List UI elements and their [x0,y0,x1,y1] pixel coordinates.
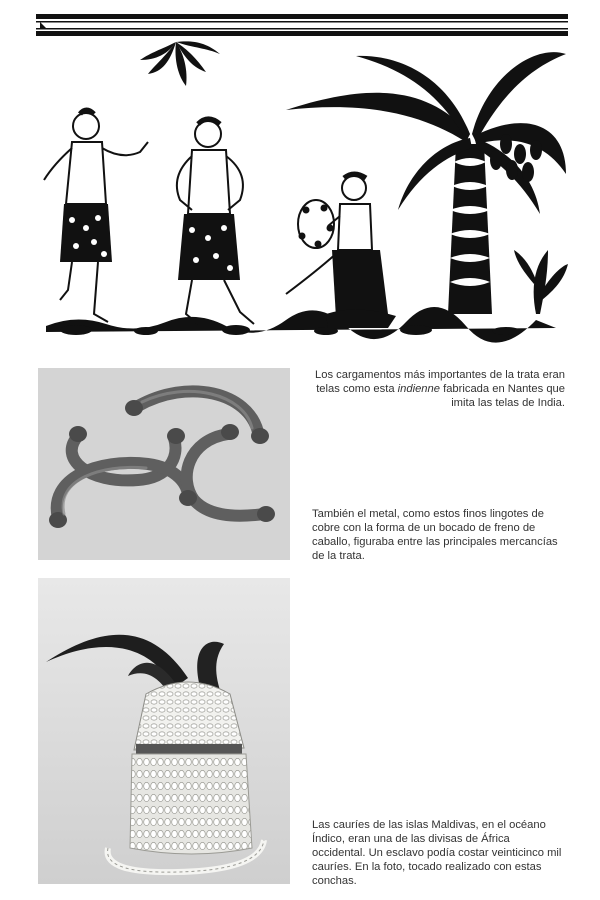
caption-textile-after: fabricada en Nantes que imita las telas de India. [439,383,565,409]
caption-textile-before: Los cargamentos más importantes de la trata eran telas como esta [315,369,565,395]
caption-metal: También el metal, como estos finos lingotes de cobre con la forma de un bocado de freno de caballo, figuraba entre las principales mercancías de la trata. [312,508,558,562]
caption-cowries: Las cauríes de las islas Maldivas, en el océano Índico, eran una de las divisas de África occidental. Un esclavo podía costar veinticinco mil cauríes. En la foto, tocado realizado con estas conchas. [312,819,562,887]
copper-ingots-photo [38,368,290,560]
caption-textile-italic: indienne [397,383,440,395]
caption-textile [300,368,565,410]
woodcut-illustration [36,14,568,344]
cowrie-headdress-photo [38,578,290,884]
